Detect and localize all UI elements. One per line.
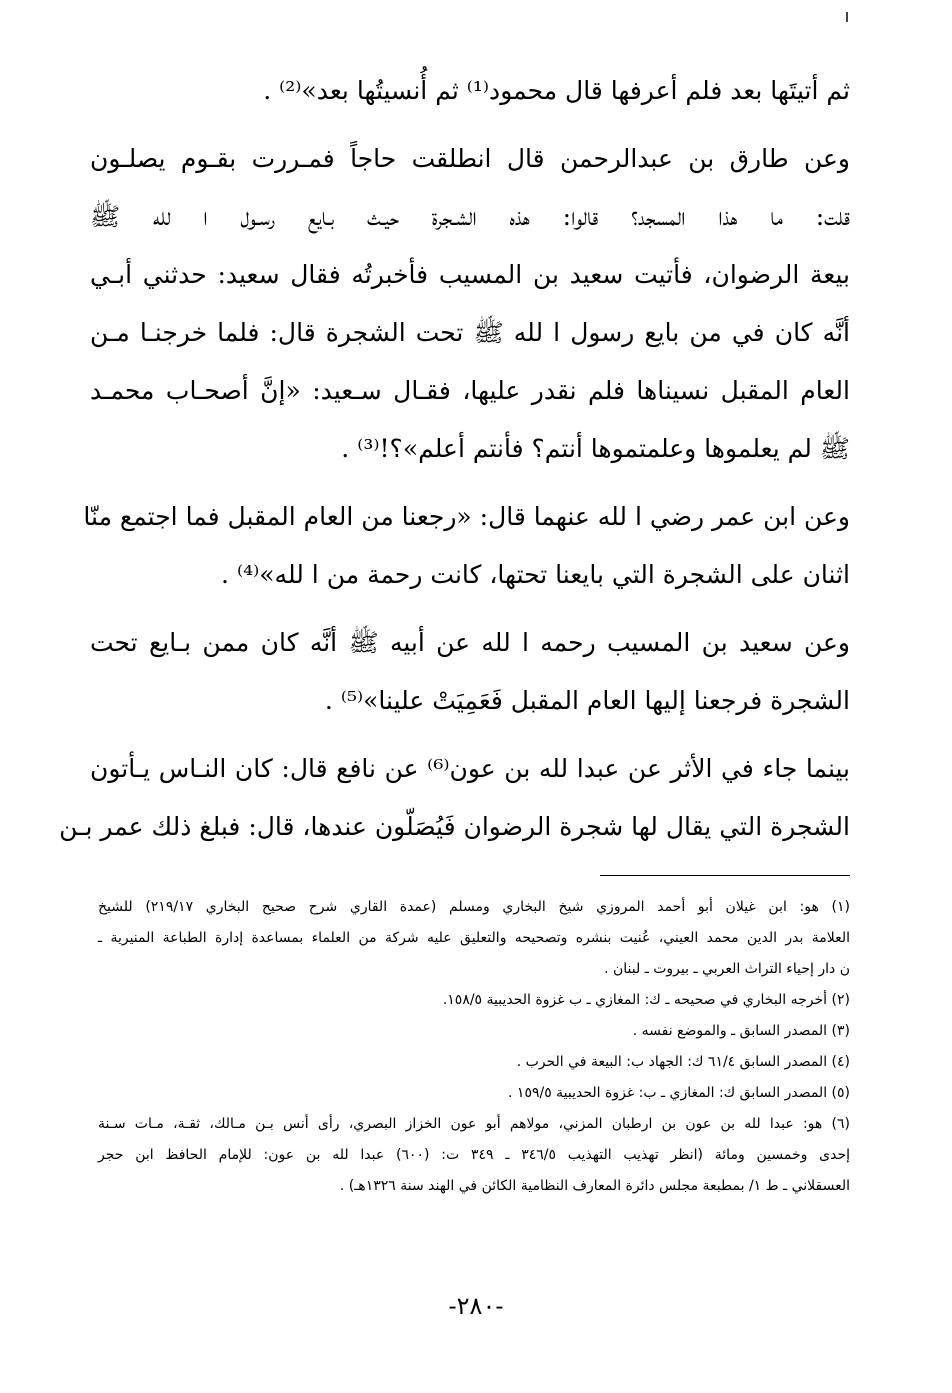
footnote-line: إحدى وخمسين ومائة (انظر تهذيب التهذيب ٣٤٦/٥ ـ ٣٤٩ ت: (٦٠٠) عبدا لله بن عون: للإمام الحافظ ابن حجر xyxy=(98,1147,851,1163)
text-line: وعن سعيد بن المسيب رحمه ا لله عن أبيه ﷺ أنَّه كان ممن بـايع تحت xyxy=(90,628,850,657)
footnote-line: (٤) المصدر السابق ٦١/٤ ك: الجهاد ب: البيعة في الحرب . xyxy=(516,1054,850,1070)
text-line: وعن طارق بن عبدالرحمن قال انطلقت حاجاً فمـررت بقـوم يصلـون xyxy=(90,144,850,173)
text-line: العام المقبل نسيناها فلم نقدر عليها، فقـال سـعيد: «إنَّ أصحـاب محمـد xyxy=(90,376,850,405)
text-line: ثم أتيتَها بعد فلم أعرفها قال محمود⁽¹⁾ ثم أُنسيتُها بعد»⁽²⁾ . xyxy=(263,76,850,105)
text-line: الشجرة فرجعنا إليها العام المقبل فَعَمِيَتْ علينا»⁽⁵⁾ . xyxy=(324,686,850,715)
footnote-line: (٥) المصدر السابق ك: المغازي ـ ب: غزوة الحديبية ١٥٩/٥ . xyxy=(508,1085,850,1101)
footnote-line: (٢) أخرجه البخاري في صحيحه ـ ك: المغازي ـ ب غزوة الحديبية ١٥٨/٥. xyxy=(442,992,850,1008)
text-line: أنَّه كان في من بايع رسول ا لله ﷺ تحت الشجرة قال: فلما خرجنـا مـن xyxy=(90,318,850,347)
footnote-line: (٦) هو: عبدا لله بن عون بن ارطبان المزني، مولاهم أبو عون الخزاز البصري، رأى أنس بـن مـالك، ثقـة، مـات سـنة xyxy=(98,1116,850,1132)
footnote-line: ن دار إحياء التراث العربي ـ بيروت ـ لبنان . xyxy=(604,961,850,977)
main-text xyxy=(59,62,850,856)
text-line: اثنان على الشجرة التي بايعنا تحتها، كانت رحمة من ا لله»⁽⁴⁾ . xyxy=(221,560,850,589)
text-line: بيعة الرضوان، فأتيت سعيد بن المسيب فأخبرتُه فقال سعيد: حدثني أبـي xyxy=(90,260,850,289)
footnote-line: العلامة بدر الدين محمد العيني، عُنيت بنشره وتصحيحه والتعليق عليه شركة من العلماء بمساعدة إدارة الطباعة المنيرية ـ xyxy=(98,930,850,946)
footnote-divider xyxy=(600,875,850,876)
footnotes xyxy=(98,892,850,1202)
text-line: وعن ابن عمر رضي ا لله عنهما قال: «رجعنا من العام المقبل فما اجتمع منّا xyxy=(83,502,850,531)
page-number: -٢٨٠- xyxy=(448,1292,504,1320)
text-line: الشجرة التي يقال لها شجرة الرضوان فَيُصَلّون عندها، قال: فبلغ ذلك عمر بـن xyxy=(59,812,850,841)
footnote-line: العسقلاني ـ ط ١/ بمطبعة مجلس دائرة المعارف النظامية الكائن في الهند سنة ١٣٢٦هـ) . xyxy=(339,1178,850,1194)
text-line: قلت: ما هذا المسجد؟ قالوا: هذه الشـجرة حيـث بـايع رسـول ا لله ﷺ xyxy=(90,202,850,231)
corner-mark xyxy=(846,12,848,22)
footnote-line: (٣) المصدر السابق ـ والموضع نفسه . xyxy=(632,1023,850,1039)
text-line: ﷺ لم يعلموها وعلمتموها أنتم؟ فأنتم أعلم»؟!⁽³⁾ . xyxy=(341,434,850,463)
footnote-line: (١) هو: ابن غيلان أبو أحمد المروزي شيخ البخاري ومسلم (عمدة القاري شرح صحيح البخاري ٢١٩/١٧) للشيخ xyxy=(98,899,850,915)
text-line: بينما جاء في الأثر عن عبدا لله بن عون⁽⁶⁾ عن نافع قال: كان النـاس يـأتون xyxy=(90,754,850,783)
